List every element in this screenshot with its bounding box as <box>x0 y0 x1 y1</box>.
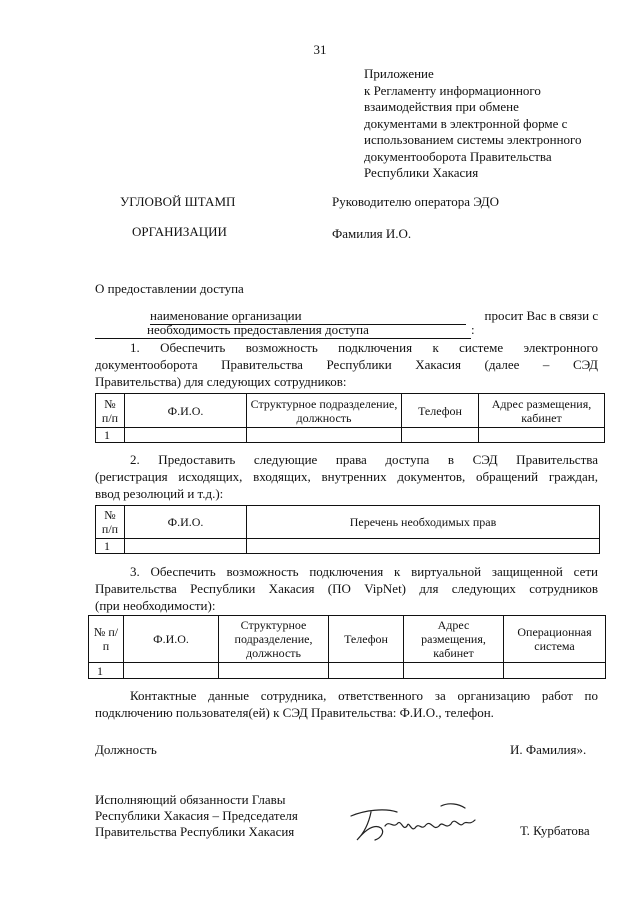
appendix-line: Приложение <box>364 66 434 81</box>
header-cell: Структурное подразделение, должность <box>219 616 329 663</box>
necessity-blank: необходимость предоставления доступа <box>95 322 471 339</box>
table-employees <box>95 393 605 443</box>
appendix-line: использованием системы электронного <box>364 132 582 147</box>
item1-line: документооборота Правительства Республики Хакасия (далее – СЭД <box>95 357 598 372</box>
table-cell <box>125 428 247 443</box>
header-cell: Телефон <box>402 394 479 428</box>
subject-line: О предоставлении доступа <box>95 281 244 296</box>
table-cell <box>504 663 606 679</box>
item1-line: Правительства) для следующих сотрудников: <box>95 374 347 389</box>
intro-line2 <box>95 322 475 339</box>
table-cell <box>404 663 504 679</box>
table-rights <box>95 505 600 554</box>
org-name-blank: наименование организации <box>150 308 466 325</box>
corner-stamp-line2: ОРГАНИЗАЦИИ <box>132 224 227 239</box>
intro-colon: : <box>471 322 475 337</box>
addressee-title: Руководителю оператора ЭДО <box>332 194 499 209</box>
appendix-line: документами в электронной форме с <box>364 115 568 131</box>
table-vipnet <box>88 615 606 679</box>
item3-line: Правительства Республики Хакасия (ПО VipNet) для следующих сотрудников <box>95 581 598 596</box>
header-cell: Ф.И.О. <box>125 394 247 428</box>
signoff-position: Должность <box>95 742 157 757</box>
official-title <box>95 792 298 840</box>
contacts-line: Контактные данные сотрудника, ответственного за организацию работ по <box>130 688 598 703</box>
signoff-name: И. Фамилия». <box>510 742 587 757</box>
header-cell: № п/п <box>96 506 125 539</box>
table-cell <box>402 428 479 443</box>
handwritten-signature <box>345 798 495 848</box>
official-title-line: Правительства Республики Хакасия <box>95 824 295 839</box>
table-cell <box>247 539 600 554</box>
table-cell <box>329 663 404 679</box>
table-header-row <box>89 616 606 663</box>
item2-line: 2. Предоставить следующие права доступа в СЭД Правительства <box>130 452 598 467</box>
table-header-row <box>96 394 605 428</box>
header-cell: Телефон <box>329 616 404 663</box>
header-cell: Ф.И.О. <box>125 506 247 539</box>
request-text: просит Вас в связи с <box>484 308 599 323</box>
item3-line: (при необходимости): <box>95 598 216 613</box>
official-name: Т. Курбатова <box>520 823 590 838</box>
row-number: 1 <box>89 663 124 679</box>
header-cell: Структурное подразделение, должность <box>247 394 402 428</box>
page-number: 31 <box>313 42 327 57</box>
header-cell: Перечень необходимых прав <box>247 506 600 539</box>
table-row <box>89 663 606 679</box>
header-cell: № п/п <box>89 616 124 663</box>
appendix-line: Республики Хакасия <box>364 165 479 180</box>
table-cell <box>479 428 605 443</box>
official-title-line: Исполняющий обязанности Главы <box>95 792 286 807</box>
table-cell <box>125 539 247 554</box>
item3-line: 3. Обеспечить возможность подключения к виртуальной защищенной сети <box>130 564 598 579</box>
header-cell: № п/п <box>96 394 125 428</box>
contacts-line: подключению пользователя(ей) к СЭД Правительства: Ф.И.О., телефон. <box>95 705 494 720</box>
table-cell <box>124 663 219 679</box>
table-header-row <box>96 506 600 539</box>
table-row <box>96 428 605 443</box>
row-number: 1 <box>96 539 125 554</box>
header-cell: Адрес размещения, кабинет <box>404 616 504 663</box>
header-cell: Ф.И.О. <box>124 616 219 663</box>
table-cell <box>247 428 402 443</box>
appendix-line: к Регламенту информационного <box>364 82 541 98</box>
header-cell: Операционная система <box>504 616 606 663</box>
table-cell <box>219 663 329 679</box>
row-number: 1 <box>96 428 125 443</box>
item2-line: (регистрация исходящих, входящих, внутренних документов, обращений граждан, <box>95 469 598 484</box>
table-row <box>96 539 600 554</box>
corner-stamp-line1: УГЛОВОЙ ШТАМП <box>120 194 236 209</box>
header-cell: Адрес размещения, кабинет <box>479 394 605 428</box>
item2-line: ввод резолюций и т.д.): <box>95 486 224 501</box>
appendix-block <box>364 66 582 182</box>
addressee-name: Фамилия И.О. <box>332 226 412 241</box>
appendix-line: документооборота Правительства <box>364 148 552 164</box>
item1-line: 1. Обеспечить возможность подключения к системе электронного <box>130 340 598 355</box>
appendix-line: взаимодействия при обмене <box>364 99 519 114</box>
official-title-line: Республики Хакасия – Председателя <box>95 808 298 823</box>
